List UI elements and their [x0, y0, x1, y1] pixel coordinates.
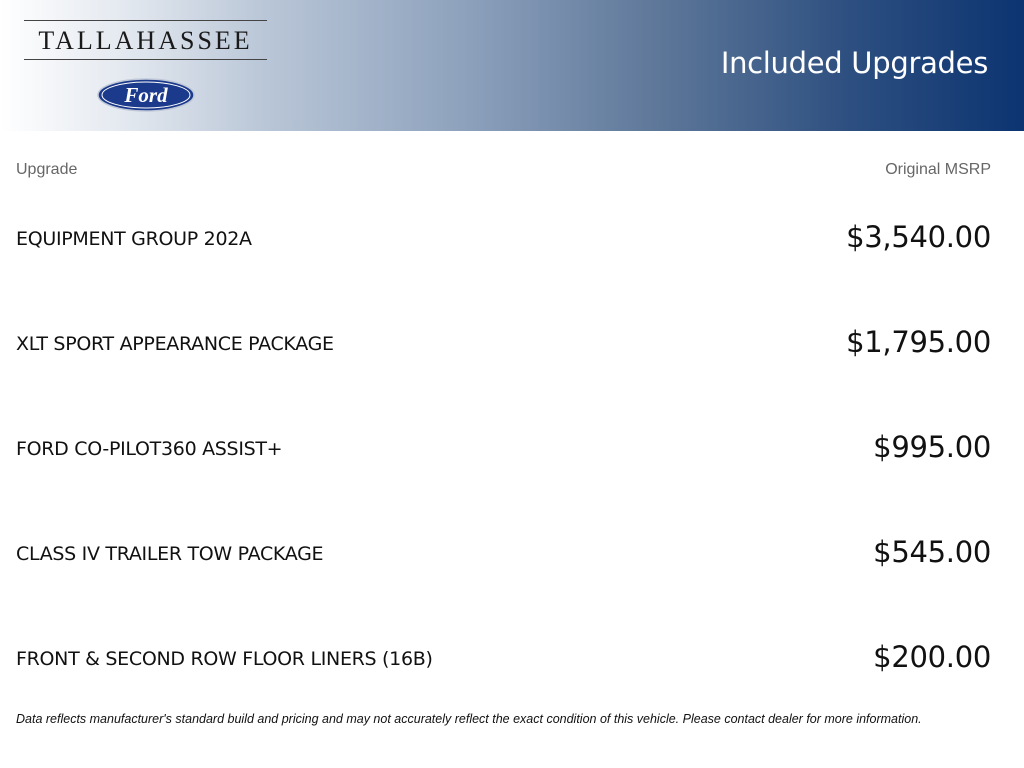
upgrade-row [16, 430, 991, 470]
page-title: Included Upgrades [720, 46, 988, 80]
upgrade-name: FORD CO-PILOT360 ASSIST+ [16, 438, 283, 460]
disclaimer: Data reflects manufacturer's standard build and pricing and may not accurately reflect the exact condition of this vehicle. Please contact dealer for more information. [16, 712, 922, 726]
upgrade-name: FRONT & SECOND ROW FLOOR LINERS (16B) [16, 648, 433, 670]
upgrade-price: $3,540.00 [846, 220, 991, 254]
upgrade-price: $200.00 [873, 640, 991, 674]
upgrade-row [16, 325, 991, 365]
upgrade-name: XLT SPORT APPEARANCE PACKAGE [16, 333, 334, 355]
header-banner [0, 0, 1024, 131]
upgrade-price: $995.00 [873, 430, 991, 464]
ford-logo-text: Ford [124, 83, 168, 107]
upgrade-row [16, 220, 991, 260]
dealer-name: TALLAHASSEE [24, 20, 267, 60]
upgrade-name: EQUIPMENT GROUP 202A [16, 228, 252, 250]
upgrade-row [16, 640, 991, 680]
upgrade-name: CLASS IV TRAILER TOW PACKAGE [16, 543, 324, 565]
column-header-upgrade: Upgrade [16, 161, 78, 178]
upgrade-price: $1,795.00 [846, 325, 991, 359]
column-header-msrp: Original MSRP [885, 161, 991, 178]
upgrade-price: $545.00 [873, 535, 991, 569]
upgrade-row [16, 535, 991, 575]
ford-logo [97, 78, 195, 112]
